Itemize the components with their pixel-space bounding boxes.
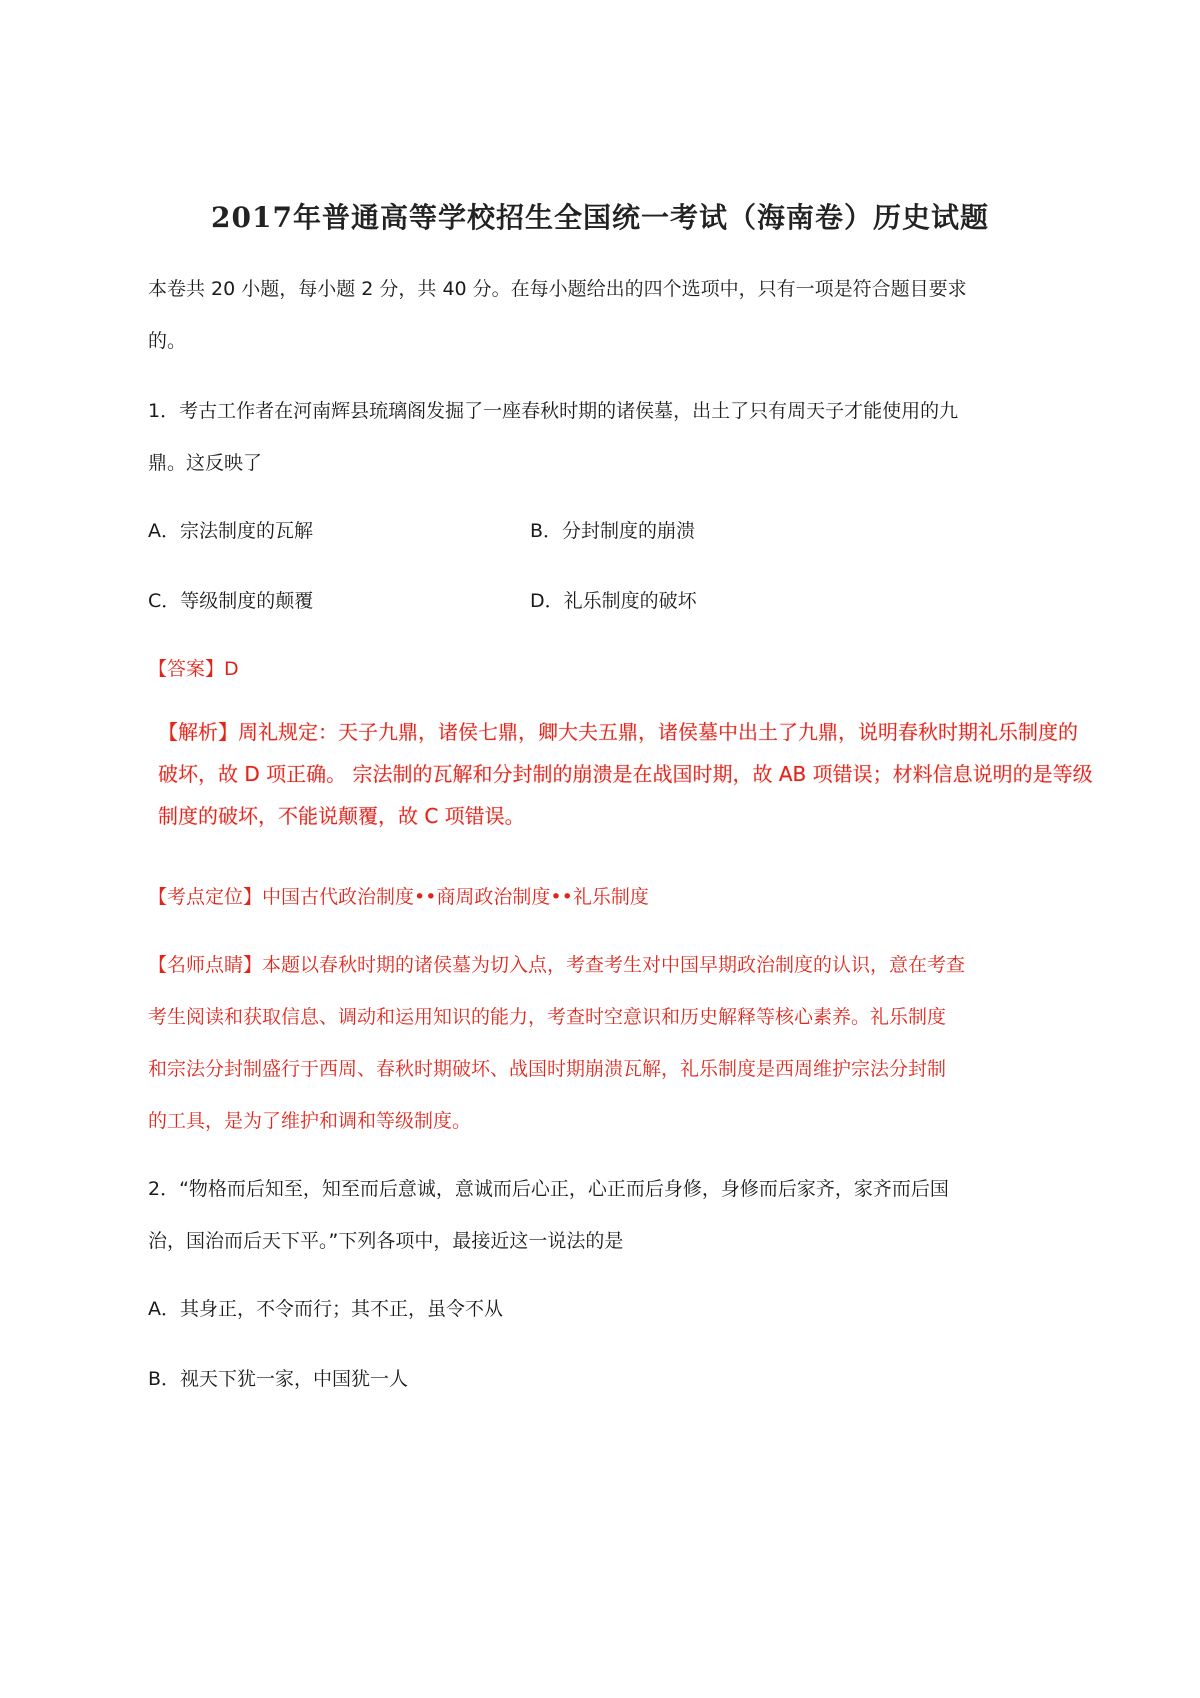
question-1-option-d: D．礼乐制度的破坏 — [530, 590, 697, 612]
question-2-stem-line-1: 2．“物格而后知至，知至而后意诚，意诚而后心正，心正而后身修，身修而后家齐，家齐而后国 — [148, 1178, 949, 1200]
question-1-mingshi-line-4: 的工具，是为了维护和调和等级制度。 — [148, 1110, 472, 1132]
question-1-kaodian: 【考点定位】中国古代政治制度••商周政治制度••礼乐制度 — [148, 886, 649, 908]
page-title: 2017年普通高等学校招生全国统一考试（海南卷）历史试题 — [211, 201, 989, 234]
question-1-stem-line-2: 鼎。这反映了 — [148, 452, 263, 474]
question-1-analysis-line-1: 【解析】周礼规定：天子九鼎，诸侯七鼎，卿大夫五鼎，诸侯墓中出土了九鼎，说明春秋时期礼乐制度的 — [158, 720, 1078, 744]
question-1-analysis-line-2: 破坏，故 D 项正确。 宗法制的瓦解和分封制的崩溃是在战国时期，故 AB 项错误；材料信息说明的是等级 — [158, 762, 1093, 786]
intro-text-line-1: 本卷共 20 小题，每小题 2 分，共 40 分。在每小题给出的四个选项中，只有一项是符合题目要求 — [148, 278, 967, 300]
question-1-option-a: A．宗法制度的瓦解 — [148, 520, 313, 542]
question-1-mingshi-line-1: 【名师点睛】本题以春秋时期的诸侯墓为切入点，考查考生对中国早期政治制度的认识，意在考查 — [148, 954, 966, 976]
question-2-stem-line-2: 治，国治而后天下平。”下列各项中，最接近这一说法的是 — [148, 1230, 624, 1252]
question-1-analysis-line-3: 制度的破坏，不能说颠覆，故 C 项错误。 — [158, 804, 525, 828]
intro-text-line-2: 的。 — [148, 330, 187, 352]
question-1-mingshi-line-3: 和宗法分封制盛行于西周、春秋时期破坏、战国时期崩溃瓦解，礼乐制度是西周维护宗法分封制 — [148, 1058, 947, 1080]
question-1-option-b: B．分封制度的崩溃 — [530, 520, 696, 542]
question-2-option-b: B．视天下犹一家，中国犹一人 — [148, 1368, 409, 1390]
question-1-mingshi-line-2: 考生阅读和获取信息、调动和运用知识的能力，考查时空意识和历史解释等核心素养。礼乐制度 — [148, 1006, 947, 1028]
question-1-option-c: C．等级制度的颠覆 — [148, 590, 314, 612]
question-2-option-a: A．其身正，不令而行；其不正，虽令不从 — [148, 1298, 503, 1320]
question-1-stem-line-1: 1．考古工作者在河南辉县琉璃阁发掘了一座春秋时期的诸侯墓，出土了只有周天子才能使用的九 — [148, 400, 959, 422]
question-1-answer: 【答案】D — [148, 658, 239, 680]
